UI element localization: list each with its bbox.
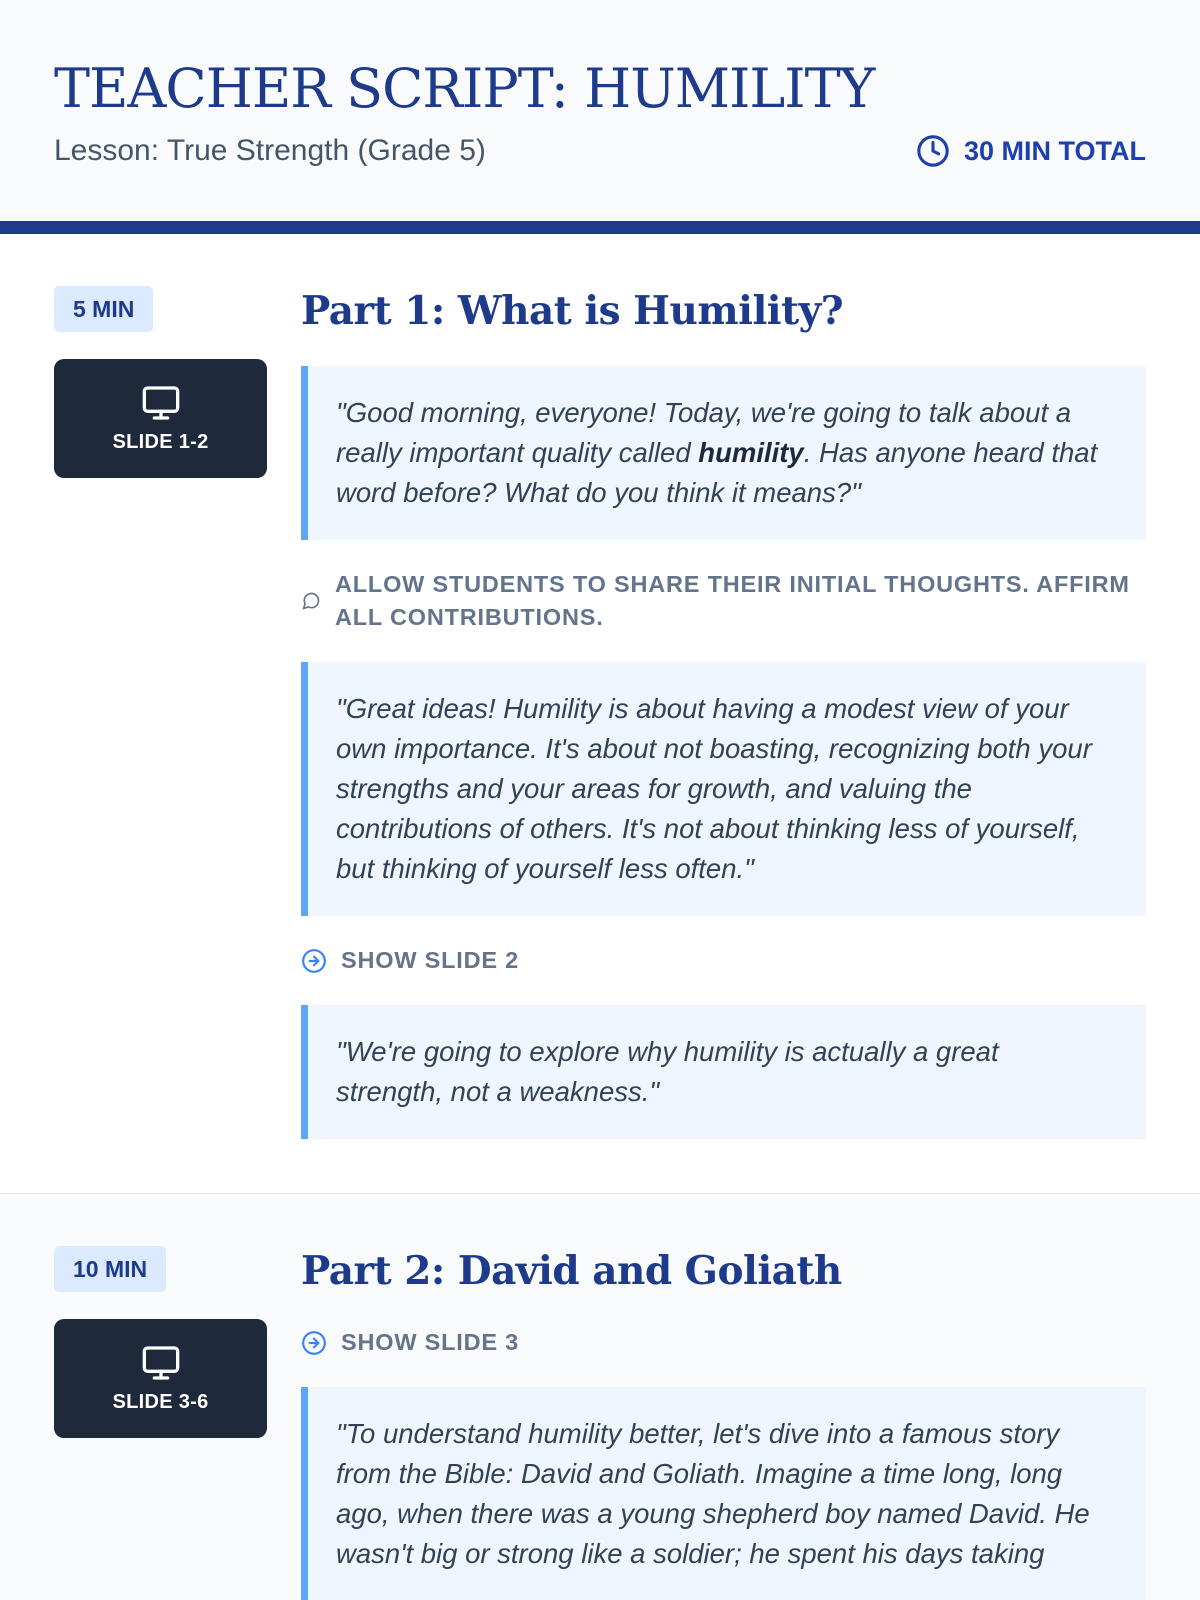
script-quote <box>301 366 1146 540</box>
page-header <box>0 0 1200 234</box>
lesson-subtitle: Lesson: True Strength (Grade 5) <box>54 134 486 167</box>
show-slide-instruction <box>301 944 1146 977</box>
quote-text: . Has anyone heard that word before? What do you think it means?" <box>336 437 1098 508</box>
total-time-label: 30 MIN TOTAL <box>963 135 1146 166</box>
monitor-icon <box>141 383 181 423</box>
page-title: TEACHER SCRIPT: HUMILITY <box>54 57 875 120</box>
script-quote: "To understand humility better, let's dive into a famous story from the Bible: David and Goliath. Imagine a time long, long ago, when there was a young shepherd boy named David. He wasn't big or strong like a soldier; he spent his days taking <box>301 1387 1146 1600</box>
arrow-right-circle-icon <box>301 948 327 974</box>
part-1-sidebar <box>54 286 301 1139</box>
slide-card <box>54 1319 267 1438</box>
part-title: Part 2: David and Goliath <box>301 1248 842 1294</box>
quote-bold-term: humility <box>698 437 804 468</box>
clock-icon <box>916 134 950 168</box>
instruction-text: ALLOW STUDENTS TO SHARE THEIR INITIAL THOUGHTS. AFFIRM ALL CONTRIBUTIONS. <box>335 571 1130 630</box>
quote-text: "Good morning, everyone! Today, we're going to talk about a really important quality called <box>336 397 1072 468</box>
slide-label: SLIDE 1-2 <box>112 431 209 453</box>
show-slide-instruction <box>301 1326 1146 1359</box>
time-badge: 10 MIN <box>54 1246 166 1292</box>
time-badge: 5 MIN <box>54 286 153 332</box>
part-2-section <box>0 1193 1200 1600</box>
script-quote: "We're going to explore why humility is actually a great strength, not a weakness." <box>301 1005 1146 1139</box>
part-2-sidebar <box>54 1246 301 1559</box>
part-1-content <box>301 286 1146 1139</box>
part-2-content <box>301 1246 1146 1569</box>
total-time <box>916 134 1146 168</box>
teacher-instruction <box>301 568 1146 634</box>
part-1-section <box>0 234 1200 1193</box>
instruction-text: SHOW SLIDE 3 <box>341 1329 520 1355</box>
instruction-text: SHOW SLIDE 2 <box>341 947 520 973</box>
part-title: Part 1: What is Humility? <box>301 288 844 334</box>
slide-label: SLIDE 3-6 <box>112 1391 209 1413</box>
monitor-icon <box>141 1343 181 1383</box>
speech-bubble-icon <box>301 591 321 611</box>
arrow-right-circle-icon <box>301 1330 327 1356</box>
slide-card <box>54 359 267 478</box>
script-quote: "Great ideas! Humility is about having a modest view of your own importance. It's about not boasting, recognizing both your strengths and your areas for growth, and valuing the contributions of others. It's not about thinking less of yourself, but thinking of yourself less often." <box>301 662 1146 916</box>
